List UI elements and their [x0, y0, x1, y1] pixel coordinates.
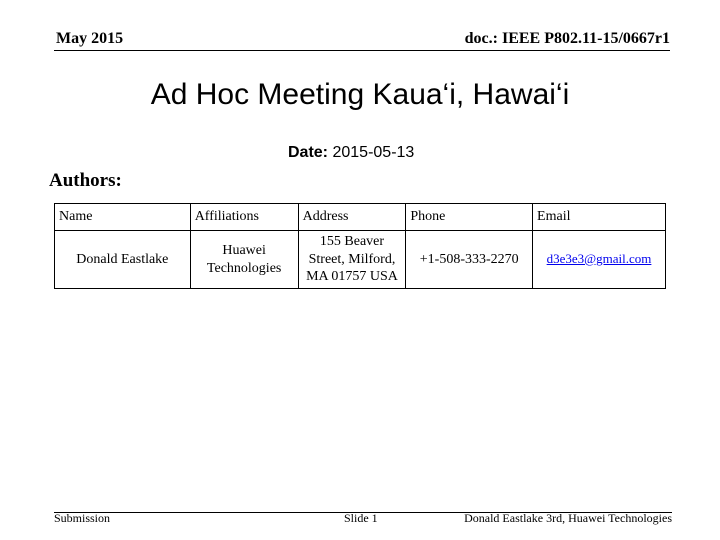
authors-table [54, 203, 666, 289]
author-affiliation: Huawei Technologies [190, 231, 298, 289]
author-phone: +1-508-333-2270 [406, 231, 533, 289]
date-value: 2015-05-13 [332, 144, 415, 161]
footer-slide-number: Slide 1 [344, 511, 378, 525]
col-header-email: Email [533, 204, 666, 231]
date-line [288, 144, 414, 162]
footer-author: Donald Eastlake 3rd, Huawei Technologies [464, 511, 672, 525]
slide-title: Ad Hoc Meeting Kaua‘i, Hawai‘i [150, 78, 570, 111]
header-date: May 2015 [56, 30, 124, 47]
author-address: 155 Beaver Street, Milford, MA 01757 USA [298, 231, 406, 289]
col-header-affiliations: Affiliations [190, 204, 298, 231]
col-header-phone: Phone [406, 204, 533, 231]
header-doc-id: doc.: IEEE P802.11-15/0667r1 [464, 30, 670, 47]
table-header-row [55, 204, 666, 231]
author-name: Donald Eastlake [55, 231, 191, 289]
author-email-link[interactable]: d3e3e3@gmail.com [546, 250, 652, 266]
table-row [55, 231, 666, 289]
footer-submission: Submission [54, 511, 111, 525]
authors-label: Authors: [49, 170, 122, 191]
date-label: Date: [288, 144, 329, 161]
header-divider [54, 50, 670, 51]
col-header-name: Name [55, 204, 191, 231]
author-email-cell [533, 231, 666, 289]
col-header-address: Address [298, 204, 406, 231]
